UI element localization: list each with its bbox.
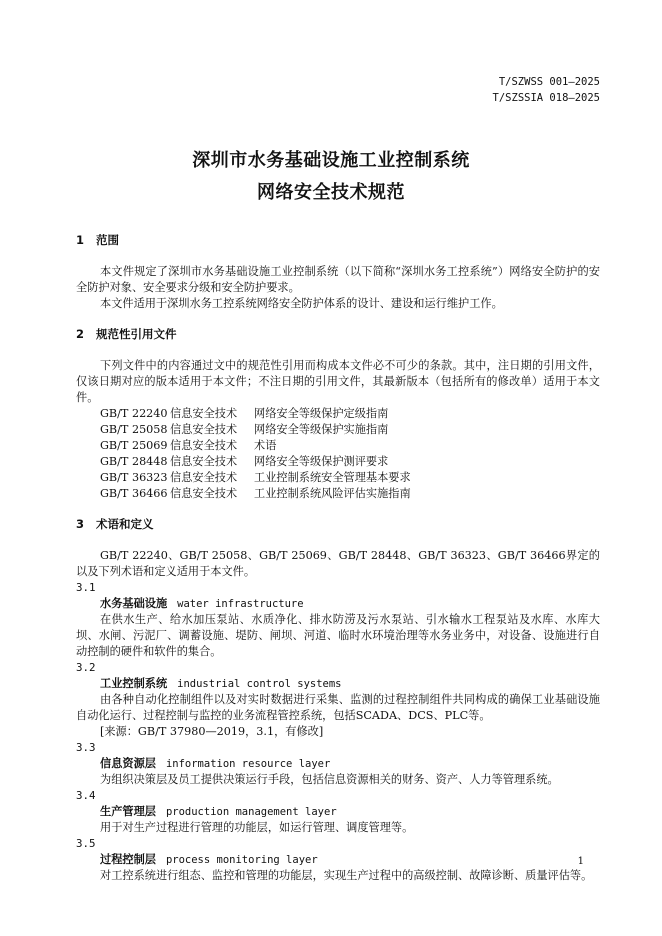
reference-title: 网络安全等级保护定级指南 xyxy=(254,407,389,420)
document-title-line1: 深圳市水务基础设施工业控制系统 xyxy=(192,150,470,171)
section-number: 3 xyxy=(76,517,85,531)
reference-item xyxy=(100,406,600,422)
reference-title: 工业控制系统安全管理基本要求 xyxy=(254,471,411,484)
reference-code: GB/T 36323 xyxy=(100,471,168,484)
reference-series: 信息安全技术 xyxy=(170,471,238,484)
term-english: industrial control systems xyxy=(177,678,342,690)
reference-series: 信息安全技术 xyxy=(170,407,238,420)
document-body xyxy=(76,232,600,884)
reference-item xyxy=(100,422,600,438)
paragraph: GB/T 22240、GB/T 25058、GB/T 25069、GB/T 28448、GB/T 36323、GB/T 36466界定的以及下列术语和定义适用于本文件。 xyxy=(76,549,600,578)
standard-code-1: T/SZWSS 001—2025 xyxy=(498,76,600,88)
clause-number: 3.4 xyxy=(76,789,96,802)
standard-code-2: T/SZSSIA 018—2025 xyxy=(492,92,600,104)
reference-series: 信息安全技术 xyxy=(170,455,238,468)
term-definition: 由各种自动化控制组件以及对实时数据进行采集、监测的过程控制组件共同构成的确保工业基础设施自动化运行、过程控制与监控的业务流程管控系统，包括SCADA、DCS、PLC等。 xyxy=(76,693,600,722)
document-title-line2: 网络安全技术规范 xyxy=(257,182,405,203)
reference-list xyxy=(76,406,600,502)
reference-code: GB/T 25058 xyxy=(100,423,168,436)
paragraph: 本文件规定了深圳市水务基础设施工业控制系统（以下简称“深圳水务工控系统”）网络安全防护的安全防护对象、安全要求分级和安全防护要求。 xyxy=(76,265,600,294)
term-entry xyxy=(76,756,600,772)
term-definition: 在供水生产、给水加压泵站、水质净化、排水防涝及污水泵站、引水输水工程泵站及水库、水库大坝、水闸、污泥厂、调蓄设施、堤防、闸坝、河道、临时水环境治理等水务业务中，对设备、设施进行自动控制的硬件和软件的集合。 xyxy=(76,613,600,658)
term-chinese: 水务基础设施 xyxy=(100,597,168,610)
term-chinese: 工业控制系统 xyxy=(100,677,168,690)
term-entry xyxy=(76,596,600,612)
section-number: 1 xyxy=(76,233,85,247)
reference-series: 信息安全技术 xyxy=(170,487,238,500)
section-1-heading xyxy=(76,232,600,248)
term-definition: 为组织决策层及员工提供决策运行手段，包括信息资源相关的财务、资产、人力等管理系统。 xyxy=(100,773,559,786)
reference-item xyxy=(100,454,600,470)
term-chinese: 过程控制层 xyxy=(100,853,156,866)
paragraph: 下列文件中的内容通过文中的规范性引用而构成本文件必不可少的条款。其中，注日期的引用文件，仅该日期对应的版本适用于本文件；不注日期的引用文件，其最新版本（包括所有的修改单）适用于本文件。 xyxy=(76,359,600,404)
reference-title: 网络安全等级保护测评要求 xyxy=(254,455,389,468)
reference-code: GB/T 25069 xyxy=(100,439,168,452)
term-english: production management layer xyxy=(165,806,337,818)
reference-code: GB/T 28448 xyxy=(100,455,168,468)
section-number: 2 xyxy=(76,327,85,341)
section-3-heading xyxy=(76,516,600,532)
term-entry xyxy=(76,676,600,692)
term-english: water infrastructure xyxy=(177,598,304,610)
term-entry xyxy=(76,852,600,868)
reference-code: GB/T 36466 xyxy=(100,487,168,500)
reference-series: 信息安全技术 xyxy=(170,423,238,436)
reference-series: 信息安全技术 xyxy=(170,439,238,452)
clause-number: 3.5 xyxy=(76,837,96,850)
reference-item xyxy=(100,486,600,502)
term-entry xyxy=(76,804,600,820)
term-chinese: 生产管理层 xyxy=(100,805,156,818)
reference-code: GB/T 22240 xyxy=(100,407,168,420)
term-definition: 用于对生产过程进行管理的功能层，如运行管理、调度管理等。 xyxy=(100,821,414,834)
reference-title: 网络安全等级保护实施指南 xyxy=(254,423,389,436)
term-english: information resource layer xyxy=(165,758,331,770)
page-number: 1 xyxy=(577,856,584,867)
reference-title: 工业控制系统风险评估实施指南 xyxy=(254,487,411,500)
reference-item xyxy=(100,438,600,454)
section-title: 范围 xyxy=(96,233,119,247)
clause-number: 3.2 xyxy=(76,661,96,674)
standard-codes xyxy=(493,74,600,106)
term-chinese: 信息资源层 xyxy=(100,757,156,770)
term-definition: 对工控系统进行组态、监控和管理的功能层，实现生产过程中的高级控制、故障诊断、质量评估等。 xyxy=(100,869,593,882)
reference-item xyxy=(100,470,600,486)
term-source: [来源：GB/T 37980—2019，3.1，有修改] xyxy=(100,725,324,738)
reference-title: 术语 xyxy=(254,439,277,452)
paragraph: 本文件适用于深圳水务工控系统网络安全防护体系的设计、建设和运行维护工作。 xyxy=(100,297,503,310)
section-title: 术语和定义 xyxy=(96,517,154,531)
section-2-heading xyxy=(76,326,600,342)
clause-number: 3.1 xyxy=(76,581,96,594)
section-title: 规范性引用文件 xyxy=(96,327,177,341)
term-english: process monitoring layer xyxy=(165,854,318,866)
clause-number: 3.3 xyxy=(76,741,96,754)
